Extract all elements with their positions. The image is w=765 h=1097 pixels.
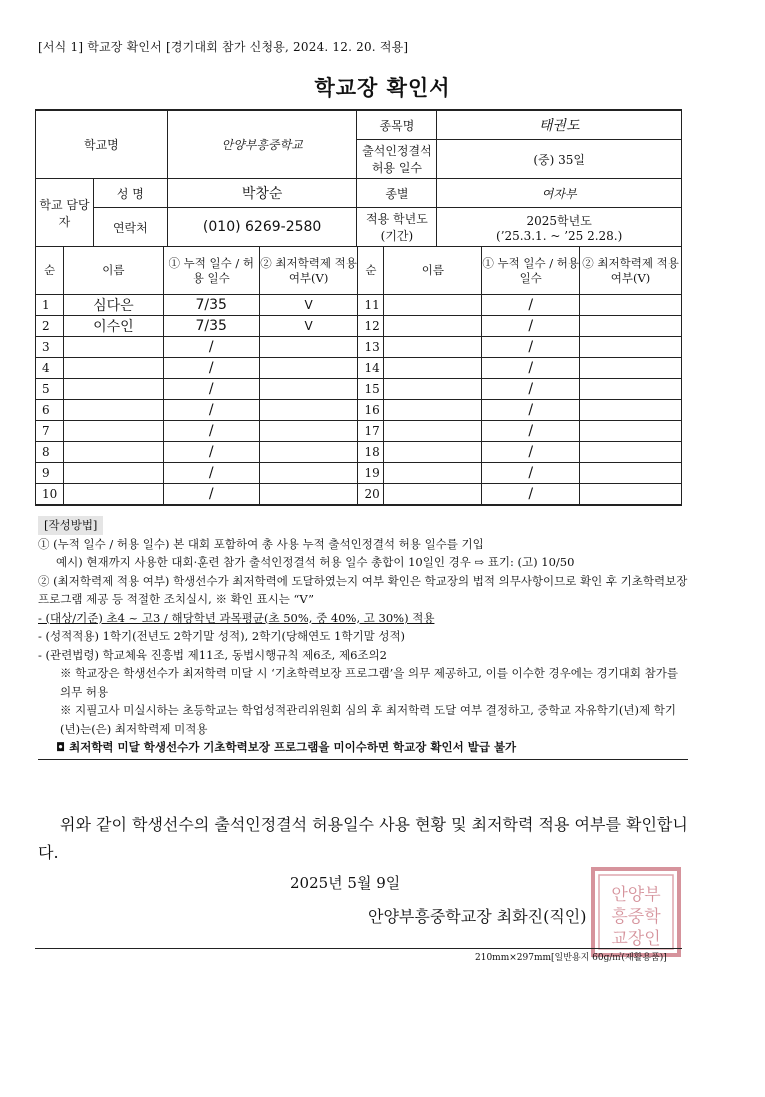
note-2: ② (최저학력제 적용 여부) 학생선수가 최저학력에 도달하였는지 여부 확인은 학교장의 법적 의무사항이므로 확인 후 기초학력보장 프로그램 제공 등 적절한 조치실시, ※ 확인 표시는 “V” [38, 573, 688, 606]
table-row [36, 316, 682, 337]
note-3: - (대상/기준) 초4 ~ 고3 / 해당학년 과목평균(초 50%, 중 40%, 고 30%) 적용 [38, 610, 435, 625]
confirmation-sentence: 위와 같이 학생선수의 출석인정결석 허용일수 사용 현황 및 최저학력 적용 여부를 확인합니다. [38, 815, 688, 862]
col-academic: ② 최저학력제 적용 여부(V) [259, 247, 358, 295]
absence-days: / [482, 337, 580, 358]
table-row [36, 442, 682, 463]
notes-heading: [작성방법] [38, 516, 103, 535]
academic-check [259, 337, 358, 358]
absence-days: / [482, 379, 580, 400]
absence-days: / [482, 463, 580, 484]
table-row [36, 484, 682, 506]
academic-check [580, 337, 682, 358]
academic-check: V [259, 295, 358, 316]
name-label: 성 명 [93, 179, 167, 208]
student-name [63, 421, 163, 442]
row-number: 16 [358, 400, 384, 421]
absence-days: / [482, 316, 580, 337]
teacher-name: 박창순 [167, 179, 357, 208]
academic-check [259, 484, 358, 506]
svg-text:흥중학: 흥중학 [611, 907, 661, 927]
document-title: 학교장 확인서 [314, 75, 451, 100]
table-row [36, 421, 682, 442]
contact-value: (010) 6269-2580 [167, 208, 357, 247]
footer-divider [35, 948, 682, 949]
student-name [63, 337, 163, 358]
event-value: 태권도 [437, 110, 682, 140]
student-name [384, 379, 482, 400]
row-number: 1 [36, 295, 64, 316]
paper-spec: 210mm×297mm[일반용지 60g/㎡(재활용품)] [475, 953, 667, 963]
table-row [36, 463, 682, 484]
row-number: 13 [358, 337, 384, 358]
row-number: 5 [36, 379, 64, 400]
academic-check [580, 379, 682, 400]
note-1-example: 예시) 현재까지 사용한 대회·훈련 참가 출석인정결석 허용 일수 총합이 10일인 경우 ⇨ 표기: (고) 10/50 [56, 555, 575, 569]
year-label: 적용 학년도 (기간) [357, 208, 437, 247]
note-1: ① (누적 일수 / 허용 일수) 본 대회 포함하여 총 사용 누적 출석인정결석 허용 일수를 기입 [38, 536, 484, 551]
absence-days: / [163, 358, 259, 379]
row-number: 17 [358, 421, 384, 442]
student-name [63, 358, 163, 379]
absence-days: / [163, 421, 259, 442]
teacher-label: 학교 담당자 [36, 179, 94, 247]
issue-date: 2025년 5월 9일 [290, 874, 401, 892]
svg-text:안양부: 안양부 [611, 885, 661, 905]
absence-days: / [163, 484, 259, 506]
note-8: ◘ 최저학력 미달 학생선수가 기초학력보장 프로그램을 미이수하면 학교장 확인서 발급 불가 [38, 738, 688, 760]
student-name: 심다은 [63, 295, 163, 316]
academic-check [259, 421, 358, 442]
absence-days: 7/35 [163, 295, 259, 316]
school-name: 안양부흥중학교 [167, 110, 357, 179]
row-number: 20 [358, 484, 384, 506]
category-value: 여자부 [437, 179, 682, 208]
absence-days: / [163, 400, 259, 421]
absence-days: 7/35 [163, 316, 259, 337]
row-number: 15 [358, 379, 384, 400]
row-number: 10 [36, 484, 64, 506]
academic-check [580, 400, 682, 421]
official-seal-icon [590, 866, 682, 958]
confirmation-text [38, 811, 688, 867]
row-number: 7 [36, 421, 64, 442]
row-number: 9 [36, 463, 64, 484]
academic-check [580, 421, 682, 442]
academic-check [580, 295, 682, 316]
student-name: 이수인 [63, 316, 163, 337]
academic-check [580, 463, 682, 484]
year-value: 2025학년도 [526, 213, 592, 228]
col-days: ① 누적 일수 / 허용 일수 [482, 247, 580, 295]
col-days: ① 누적 일수 / 허용 일수 [163, 247, 259, 295]
col-academic: ② 최저학력제 적용 여부(V) [580, 247, 682, 295]
row-number: 12 [358, 316, 384, 337]
student-name [384, 400, 482, 421]
row-number: 18 [358, 442, 384, 463]
student-roster-table [35, 246, 682, 506]
student-name [384, 316, 482, 337]
absence-days: / [482, 358, 580, 379]
student-name [63, 484, 163, 506]
academic-check [259, 358, 358, 379]
year-period: (’25.3.1. ~ ’25 2.28.) [496, 228, 623, 243]
student-name [63, 400, 163, 421]
row-number: 11 [358, 295, 384, 316]
table-row [36, 358, 682, 379]
allowed-days-label: 출석인정결석 허용 일수 [357, 140, 437, 179]
col-name: 이름 [384, 247, 482, 295]
student-name [63, 463, 163, 484]
academic-check [259, 379, 358, 400]
absence-days: / [482, 400, 580, 421]
absence-days: / [163, 379, 259, 400]
svg-text:교장인: 교장인 [611, 929, 661, 949]
student-name [384, 295, 482, 316]
absence-days: / [163, 463, 259, 484]
absence-days: / [482, 484, 580, 506]
academic-check [580, 316, 682, 337]
absence-days: / [482, 421, 580, 442]
row-number: 19 [358, 463, 384, 484]
col-no: 순 [358, 247, 384, 295]
row-number: 2 [36, 316, 64, 337]
allowed-days-value: (중) 35일 [437, 140, 682, 179]
table-row [36, 337, 682, 358]
category-label: 종별 [357, 179, 437, 208]
student-name [384, 463, 482, 484]
note-7: ※ 지필고사 미실시하는 초등학교는 학업성적관리위원회 심의 후 최저학력 도달 여부 결정하고, 중학교 자유학기(년)제 학기(년)는(은) 최저학력제 미적용 [60, 703, 676, 736]
school-label: 학교명 [36, 110, 168, 179]
academic-check [259, 400, 358, 421]
row-number: 3 [36, 337, 64, 358]
student-name [384, 442, 482, 463]
academic-check [259, 463, 358, 484]
col-name: 이름 [63, 247, 163, 295]
absence-days: / [163, 337, 259, 358]
row-number: 14 [358, 358, 384, 379]
academic-check: V [259, 316, 358, 337]
school-info-table [35, 109, 682, 247]
col-no: 순 [36, 247, 64, 295]
contact-label: 연락처 [93, 208, 167, 247]
academic-check [580, 442, 682, 463]
event-label: 종목명 [357, 110, 437, 140]
table-row [36, 295, 682, 316]
student-name [384, 337, 482, 358]
absence-days: / [163, 442, 259, 463]
row-number: 4 [36, 358, 64, 379]
student-name [384, 358, 482, 379]
student-name [384, 484, 482, 506]
note-4: - (성적적용) 1학기(전년도 2학기말 성적), 2학기(당해연도 1학기말 성적) [38, 629, 406, 643]
student-name [63, 379, 163, 400]
academic-check [580, 484, 682, 506]
absence-days: / [482, 295, 580, 316]
student-name [63, 442, 163, 463]
row-number: 6 [36, 400, 64, 421]
academic-check [259, 442, 358, 463]
table-row [36, 379, 682, 400]
table-row [36, 400, 682, 421]
form-code: [서식 1] 학교장 확인서 [경기대회 참가 신청용, 2024. 12. 20. 적용] [38, 40, 409, 54]
note-5: - (관련법령) 학교체육 진흥법 제11조, 동법시행규칙 제6조, 제6조의2 [38, 647, 387, 662]
instructions [38, 516, 688, 760]
absence-days: / [482, 442, 580, 463]
academic-check [580, 358, 682, 379]
note-6: ※ 학교장은 학생선수가 최저학력 미달 시 ‘기초학력보장 프로그램’을 의무 제공하고, 이를 이수한 경우에는 경기대회 참가를 의무 허용 [60, 666, 678, 699]
principal-signature: 안양부흥중학교장 최화진(직인) [368, 907, 587, 926]
student-name [384, 421, 482, 442]
row-number: 8 [36, 442, 64, 463]
